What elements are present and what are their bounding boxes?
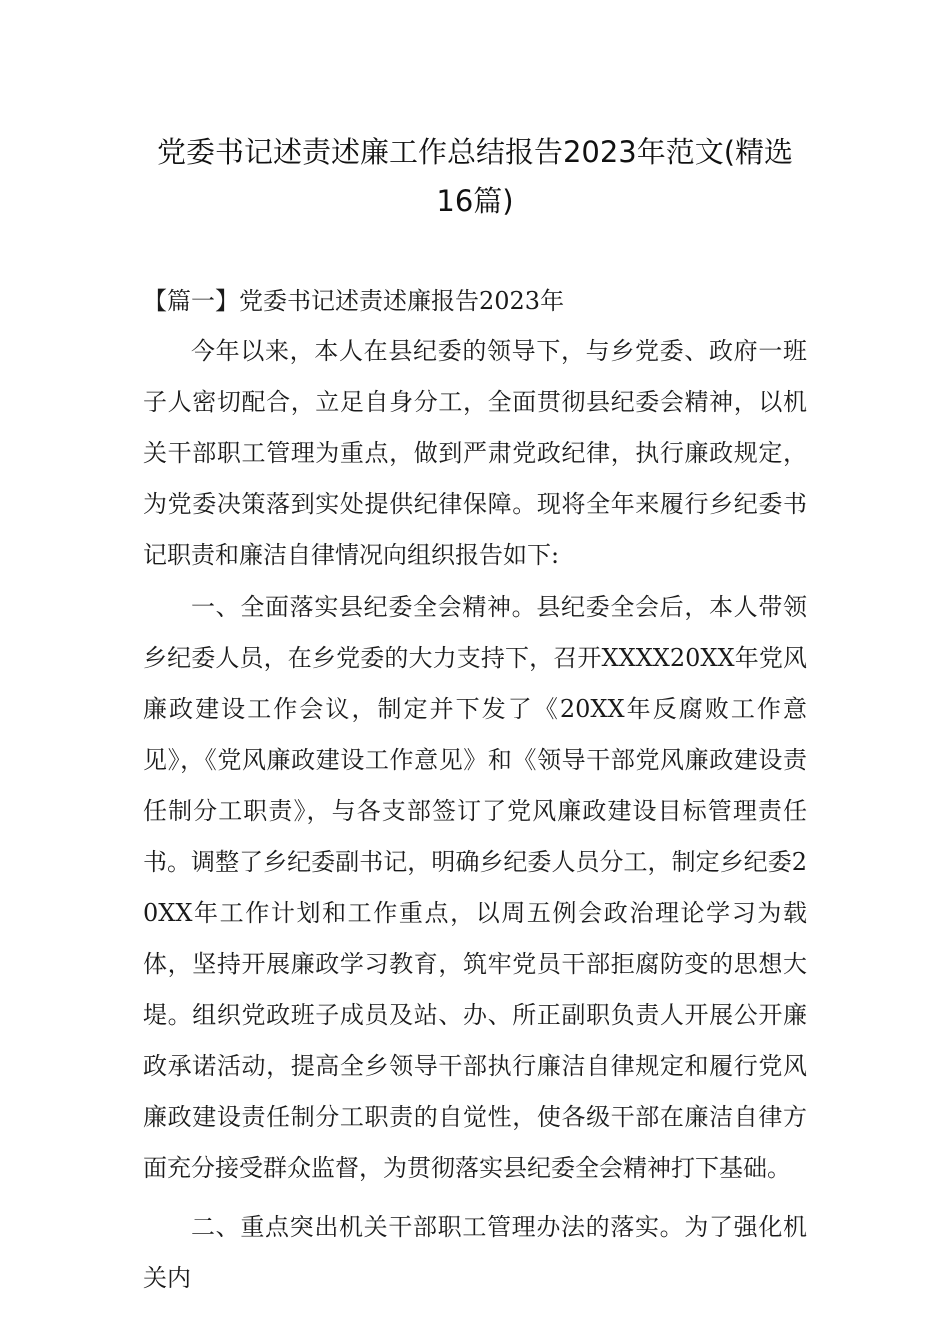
document-title: 党委书记述责述廉工作总结报告2023年范文(精选16篇) — [156, 135, 794, 218]
document-body — [143, 276, 807, 1304]
paragraph: 一、全面落实县纪委全会精神。县纪委全会后，本人带领乡纪委人员，在乡党委的大力支持下，召开XXXX20XX年党风廉政建设工作会议，制定并下发了《20XX年反腐败工作意见》，《党风廉政建设工作意见》和《领导干部党风廉政建设责任制分工职责》，与各支部签订了党风廉政建设目标管理责任书。调整了乡纪委副书记，明确乡纪委人员分工，制定乡纪委20XX年工作计划和工作重点，以周五例会政治理论学习为载体，坚持开展廉政学习教育，筑牢党员干部拒腐防变的思想大堤。组织党政班子成员及站、办、所正副职负责人开展公开廉政承诺活动，提高全乡领导干部执行廉洁自律规定和履行党风廉政建设责任制分工职责的自觉性，使各级干部在廉洁自律方面充分接受群众监督，为贯彻落实县纪委全会精神打下基础。 — [143, 593, 807, 1182]
paragraph: 今年以来，本人在县纪委的领导下，与乡党委、政府一班子人密切配合，立足自身分工，全面贯彻县纪委会精神，以机关干部职工管理为重点，做到严肃党政纪律，执行廉政规定，为党委决策落到实处提供纪律保障。现将全年来履行乡纪委书记职责和廉洁自律情况向组织报告如下: — [143, 337, 807, 569]
section-heading: 【篇一】党委书记述责述廉报告2023年 — [143, 287, 565, 315]
paragraph: 二、重点突出机关干部职工管理办法的落实。为了强化机关内 — [143, 1213, 807, 1292]
